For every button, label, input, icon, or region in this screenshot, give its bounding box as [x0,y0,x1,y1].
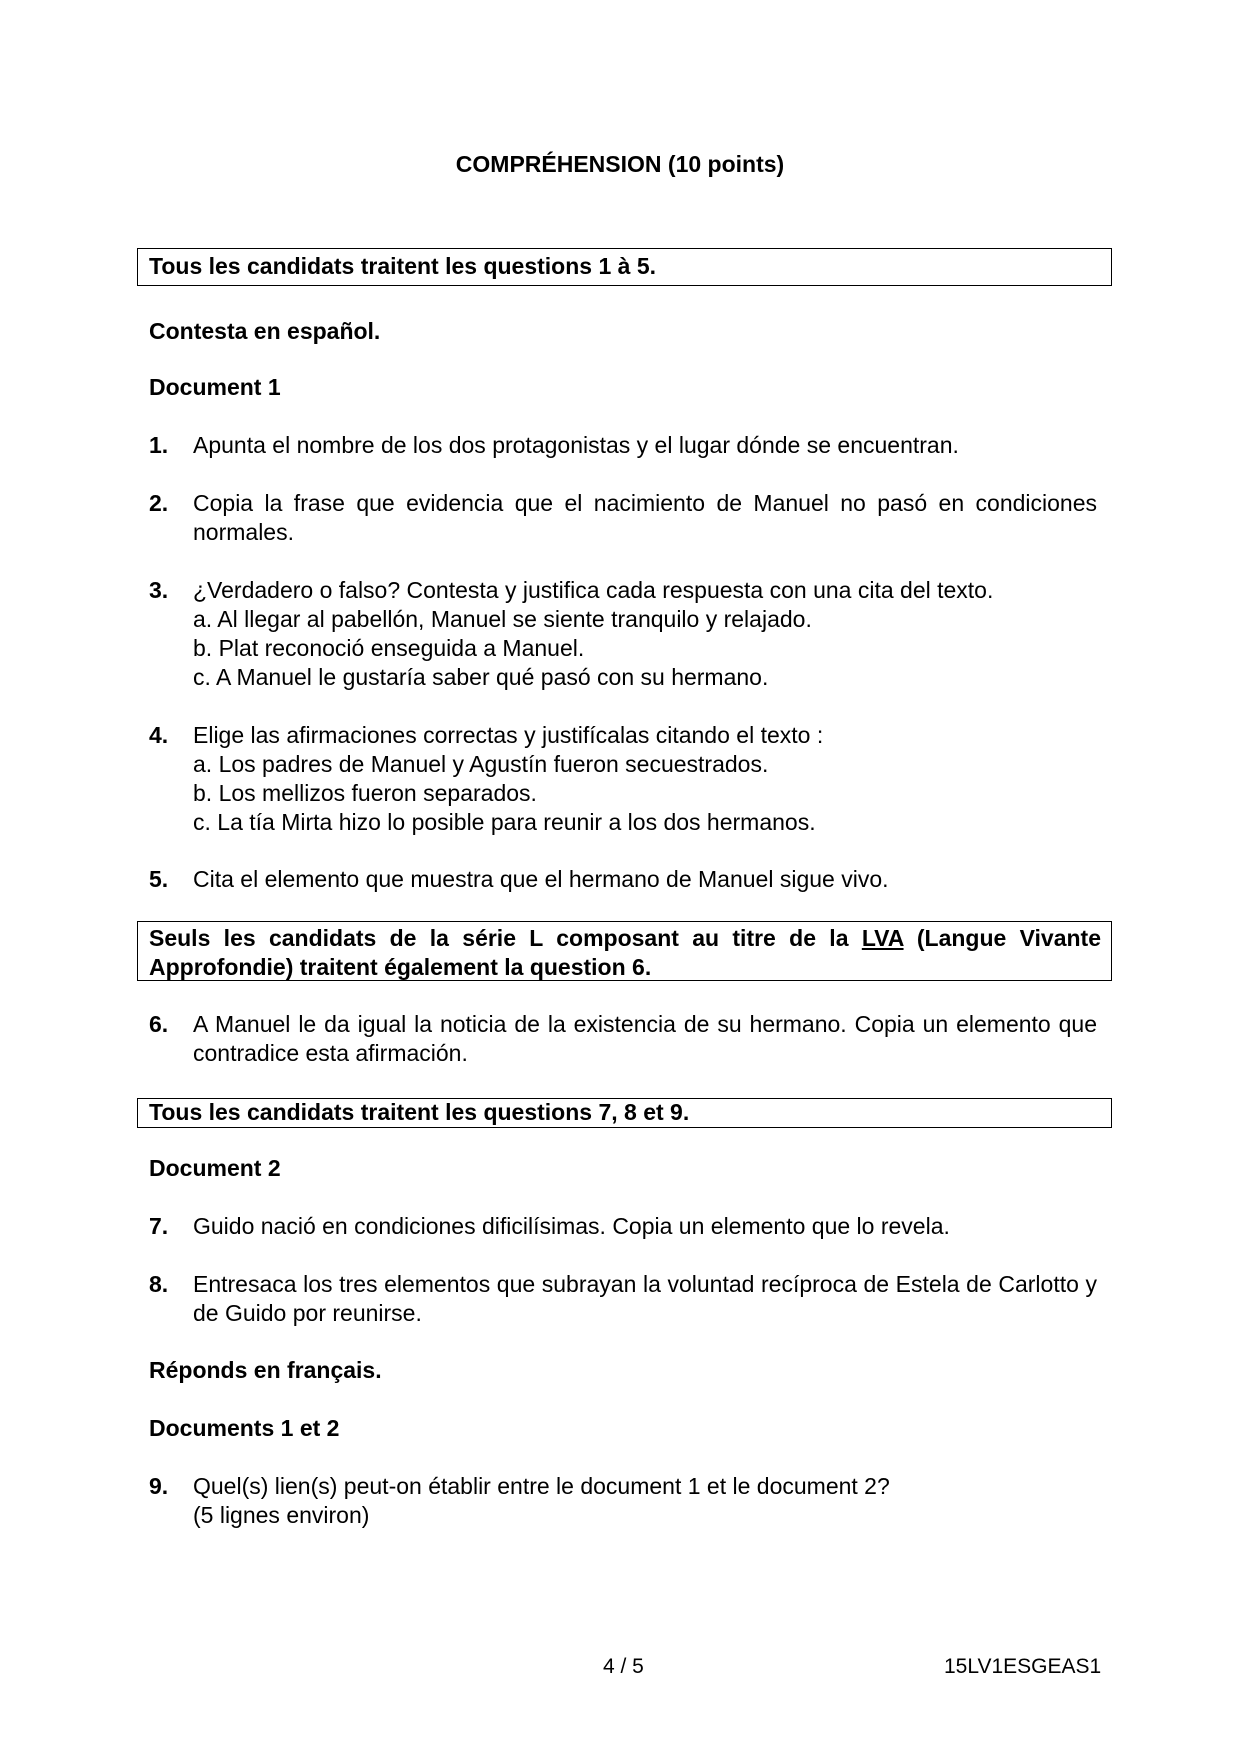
instruction-box-questions-1-5: Tous les candidats traitent les questions 1 à 5. [137,248,1112,286]
document-1-heading: Document 1 [149,374,281,400]
question-3 [149,576,1097,692]
box-text-start: Seuls les candidats de la série L composant au titre de la [149,925,862,951]
box-text-end: (Langue Vivante Approfondie) traitent également la question 6. [149,925,1102,980]
instruction-box-questions-7-9: Tous les candidats traitent les questions 7, 8 et 9. [137,1098,1112,1128]
exam-code: 15LV1ESGEAS1 [944,1655,1102,1678]
question-text: Copia la frase que evidencia que el nacimiento de Manuel no pasó en condiciones normales. [193,490,1097,545]
question-text: ¿Verdadero o falso? Contesta y justifica cada respuesta con una cita del texto. [193,577,994,603]
instruction-spanish: Contesta en español. [149,318,381,344]
lva-underlined: LVA [861,925,904,951]
instruction-box-question-6 [137,921,1112,981]
question-6 [149,1010,1097,1068]
question-text: Elige las afirmaciones correctas y justifícalas citando el texto : [193,722,824,748]
question-number: 8. [149,1271,169,1297]
question-number: 6. [149,1011,169,1037]
list-item: b. Los mellizos fueron separados. [193,780,537,806]
list-item: c. A Manuel le gustaría saber qué pasó con su hermano. [193,664,769,690]
page-number: 4 / 5 [603,1655,644,1678]
question-text: Entresaca los tres elementos que subrayan la voluntad recíproca de Estela de Carlotto y de Guido por reunirse. [193,1271,1097,1326]
question-9 [149,1472,1097,1530]
question-number: 1. [149,432,169,458]
question-number: 9. [149,1473,169,1499]
question-1 [149,431,1097,460]
list-item: a. Los padres de Manuel y Agustín fueron secuestrados. [193,751,769,777]
question-2 [149,489,1097,547]
question-number: 7. [149,1213,169,1239]
list-item: a. Al llegar al pabellón, Manuel se siente tranquilo y relajado. [193,606,812,632]
list-item: c. La tía Mirta hizo lo posible para reunir a los dos hermanos. [193,809,816,835]
question-text: Cita el elemento que muestra que el hermano de Manuel sigue vivo. [193,866,889,892]
question-text: Quel(s) lien(s) peut-on établir entre le document 1 et le document 2? [193,1473,890,1499]
question-8 [149,1270,1097,1328]
document-2-heading: Document 2 [149,1155,281,1181]
documents-1-2-heading: Documents 1 et 2 [149,1415,340,1441]
question-number: 2. [149,490,169,516]
question-note: (5 lignes environ) [193,1502,370,1528]
question-number: 3. [149,577,169,603]
question-number: 5. [149,866,169,892]
question-number: 4. [149,722,169,748]
question-text: A Manuel le da igual la noticia de la existencia de su hermano. Copia un elemento que contradice esta afirmación. [193,1011,1097,1066]
question-text: Guido nació en condiciones dificilísimas. Copia un elemento que lo revela. [193,1213,950,1239]
section-title: COMPRÉHENSION (10 points) [455,151,785,177]
list-item: b. Plat reconoció enseguida a Manuel. [193,635,585,661]
question-4 [149,721,1097,837]
instruction-french: Réponds en français. [149,1357,382,1383]
question-text: Apunta el nombre de los dos protagonistas y el lugar dónde se encuentran. [193,432,959,458]
question-7 [149,1212,1097,1241]
question-5 [149,865,1097,894]
